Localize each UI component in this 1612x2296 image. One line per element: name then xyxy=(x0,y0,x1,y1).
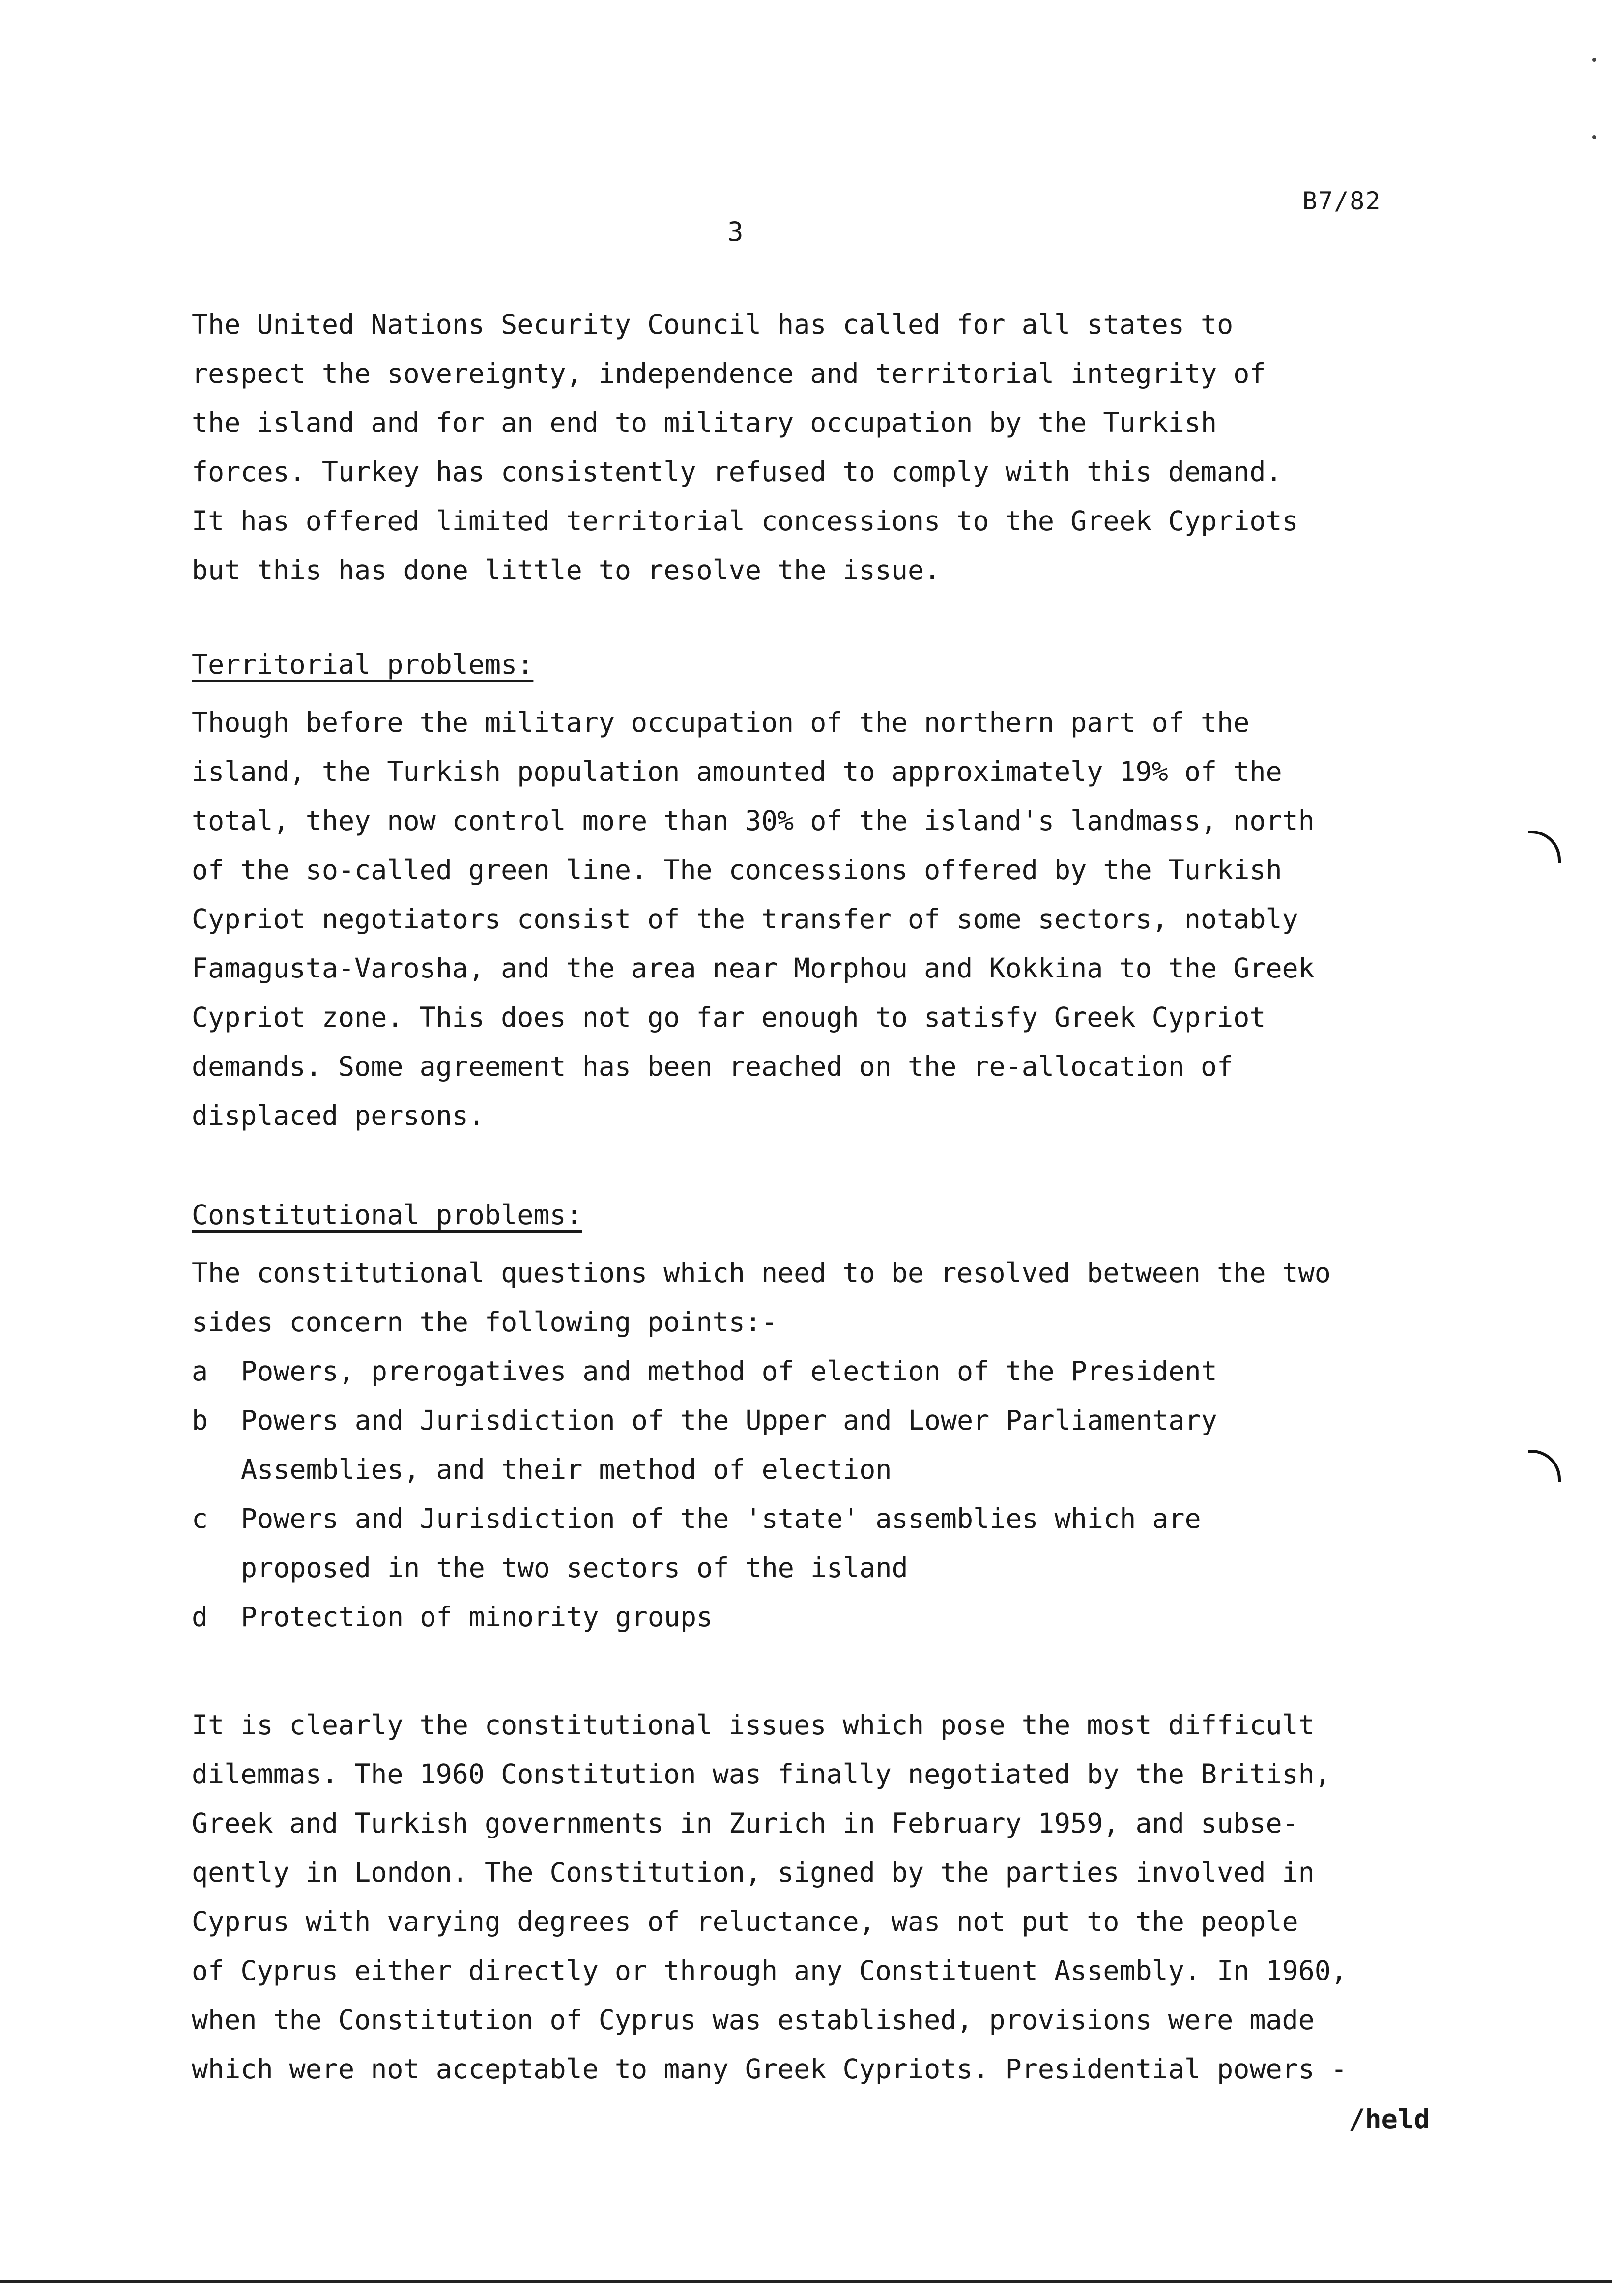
list-item-text: Assemblies, and their method of election xyxy=(241,1454,892,1485)
text-line: demands. Some agreement has been reached on the re-allocation of xyxy=(192,1051,1234,1082)
list-item-letter: b xyxy=(192,1405,208,1436)
text-line: when the Constitution of Cyprus was established, provisions were made xyxy=(192,2004,1315,2036)
text-line: dilemmas. The 1960 Constitution was finally negotiated by the British, xyxy=(192,1758,1331,1790)
text-line: Cyprus with varying degrees of reluctance, was not put to the people xyxy=(192,1906,1298,1937)
text-line: of Cyprus either directly or through any Constituent Assembly. In 1960, xyxy=(192,1955,1348,1986)
text-line: island, the Turkish population amounted to approximately 19% of the xyxy=(192,756,1282,787)
constitutional-intro xyxy=(192,1248,1420,1347)
territorial-paragraph xyxy=(192,698,1420,1140)
intro-paragraph xyxy=(192,300,1420,595)
text-line: The United Nations Security Council has called for all states to xyxy=(192,309,1234,340)
text-line: sides concern the following points:- xyxy=(192,1306,778,1338)
list-item-letter: a xyxy=(192,1355,208,1387)
list-item-letter: c xyxy=(192,1503,208,1534)
text-line: Cypriot zone. This does not go far enough to satisfy Greek Cypriot xyxy=(192,1002,1266,1033)
scan-speck xyxy=(1592,58,1596,62)
constitutional-heading: Constitutional problems: xyxy=(192,1199,582,1231)
text-line: total, they now control more than 30% of the island's landmass, north xyxy=(192,805,1315,836)
text-line: It has offered limited territorial concessions to the Greek Cypriots xyxy=(192,505,1298,537)
text-line: Famagusta-Varosha, and the area near Morphou and Kokkina to the Greek xyxy=(192,952,1315,984)
page-number: 3 xyxy=(727,216,744,247)
text-line: displaced persons. xyxy=(192,1100,485,1131)
text-line: It is clearly the constitutional issues which pose the most difficult xyxy=(192,1709,1315,1741)
list-item-text: proposed in the two sectors of the island xyxy=(241,1552,908,1583)
territorial-heading: Territorial problems: xyxy=(192,649,534,680)
text-line: Greek and Turkish governments in Zurich in February 1959, and subse- xyxy=(192,1808,1298,1839)
text-line: respect the sovereignty, independence and territorial integrity of xyxy=(192,358,1266,389)
text-line: the island and for an end to military occupation by the Turkish xyxy=(192,407,1217,438)
margin-mark-icon xyxy=(1528,831,1561,863)
list-item-text: Powers and Jurisdiction of the 'state' assemblies which are xyxy=(241,1503,1201,1534)
closing-paragraph xyxy=(192,1700,1420,2094)
list-item-text: Protection of minority groups xyxy=(241,1601,713,1633)
list-item-text: Powers and Jurisdiction of the Upper and Lower Parliamentary xyxy=(241,1405,1217,1436)
text-line: Though before the military occupation of the northern part of the xyxy=(192,707,1250,738)
margin-mark-icon xyxy=(1528,1450,1561,1482)
list-item-text: Powers, prerogatives and method of election of the President xyxy=(241,1355,1217,1387)
text-line: but this has done little to resolve the issue. xyxy=(192,554,941,586)
continuation-catchword: /held xyxy=(1349,2103,1430,2135)
text-line: Cypriot negotiators consist of the transfer of some sectors, notably xyxy=(192,903,1298,935)
text-line: forces. Turkey has consistently refused to comply with this demand. xyxy=(192,456,1282,488)
scan-speck xyxy=(1592,135,1596,139)
text-line: which were not acceptable to many Greek Cypriots. Presidential powers - xyxy=(192,2053,1348,2085)
text-line: qently in London. The Constitution, signed by the parties involved in xyxy=(192,1857,1315,1888)
text-line: of the so-called green line. The concessions offered by the Turkish xyxy=(192,854,1282,886)
page-bottom-edge xyxy=(0,2280,1612,2283)
text-line: The constitutional questions which need to be resolved between the two xyxy=(192,1257,1331,1289)
list-item-letter: d xyxy=(192,1601,208,1633)
document-reference: B7/82 xyxy=(1302,187,1382,215)
